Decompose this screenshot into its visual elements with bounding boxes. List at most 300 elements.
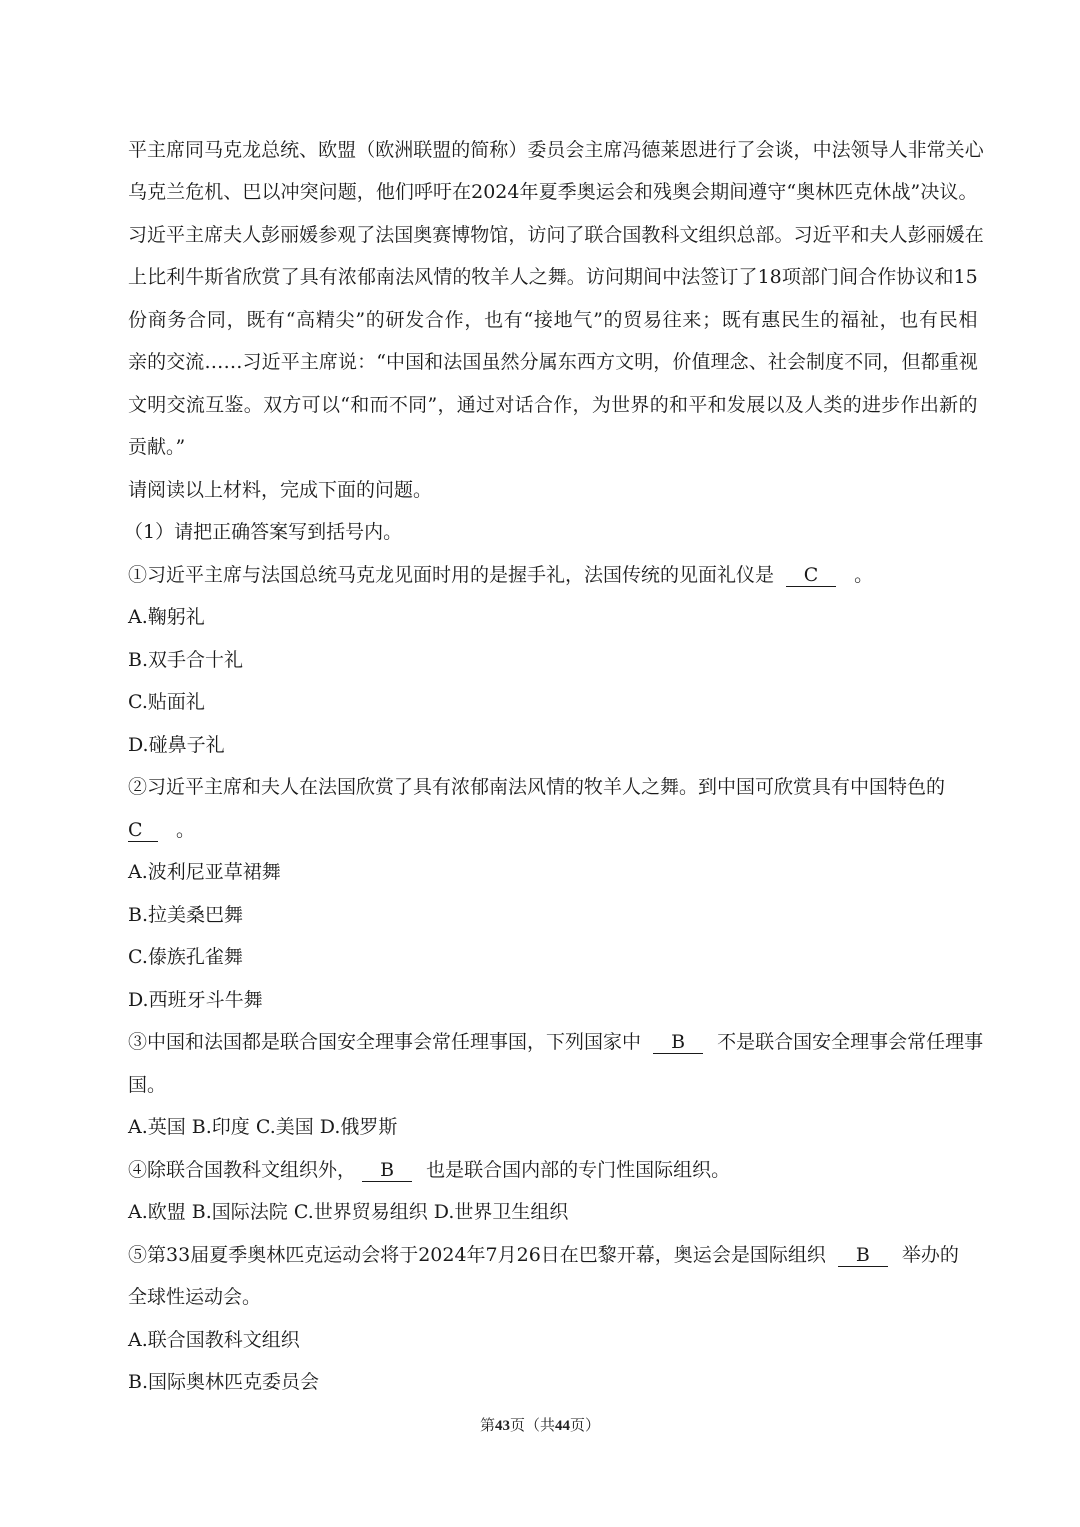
question-text: 习近平主席和夫人在法国欣赏了具有浓郁南法风情的牧羊人之舞。到中国可欣赏具有中国特色的 bbox=[147, 776, 946, 798]
passage-glyph: 冯 bbox=[622, 139, 642, 161]
passage-glyph: 过 bbox=[476, 394, 496, 416]
passage-glyph: 馆 bbox=[489, 224, 509, 246]
question-2 bbox=[128, 775, 978, 799]
passage-glyph: 尖 bbox=[335, 309, 355, 331]
passage-glyph: 以 bbox=[320, 394, 340, 416]
options-inline: A.英国 B.印度 C.美国 D.俄罗斯 bbox=[128, 1116, 398, 1138]
passage-line bbox=[128, 138, 984, 162]
passage-glyph: 而 bbox=[369, 394, 389, 416]
passage-glyph: 法 bbox=[831, 139, 851, 161]
option: A.波利尼亚草裙舞 bbox=[128, 861, 281, 883]
passage-glyph: 主 bbox=[185, 224, 205, 246]
passage-glyph: 心 bbox=[964, 139, 984, 161]
passage-glyph: 席 bbox=[318, 351, 338, 373]
passage-line bbox=[128, 350, 978, 374]
passage-glyph: 交 bbox=[166, 351, 186, 373]
passage-glyph: 制 bbox=[806, 351, 826, 373]
passage-glyph: 林 bbox=[815, 181, 835, 203]
passage-glyph: “ bbox=[376, 351, 386, 373]
passage-glyph: 欧 bbox=[318, 139, 338, 161]
passage-glyph: 地 bbox=[553, 309, 573, 331]
passage-glyph: 贸 bbox=[623, 309, 643, 331]
passage-glyph: 合 bbox=[424, 309, 444, 331]
passage-line bbox=[128, 180, 978, 204]
passage-glyph: ， bbox=[464, 309, 484, 331]
passage-glyph: 念 bbox=[729, 351, 749, 373]
passage-glyph: 问 bbox=[546, 224, 566, 246]
passage-glyph: 参 bbox=[318, 224, 338, 246]
passage-glyph: 谈 bbox=[774, 139, 794, 161]
passage-glyph: 吁 bbox=[433, 181, 453, 203]
passage-glyph: 民 bbox=[938, 309, 958, 331]
passage-glyph: 守 bbox=[767, 181, 787, 203]
question-text-after: 举办的 bbox=[901, 1244, 959, 1266]
passage-glyph: 和 bbox=[633, 181, 653, 203]
passage-glyph: 丽 bbox=[926, 224, 946, 246]
passage-glyph: 同 bbox=[863, 351, 883, 373]
passage-glyph: 文 bbox=[679, 224, 699, 246]
question-number: ⑤ bbox=[128, 1244, 148, 1266]
passage-glyph: 夫 bbox=[869, 224, 889, 246]
passage-glyph: 亲 bbox=[128, 351, 148, 373]
passage-glyph: 的 bbox=[842, 394, 862, 416]
passage-glyph: 具 bbox=[299, 266, 319, 288]
passage-glyph: ； bbox=[702, 309, 722, 331]
passage-glyph: 中 bbox=[662, 266, 682, 288]
instruction-text: 请阅读以上材料，完成下面的问题。 bbox=[128, 479, 433, 501]
passage-glyph: 观 bbox=[337, 224, 357, 246]
passage-glyph: 重 bbox=[939, 351, 959, 373]
passage-glyph: 值 bbox=[691, 351, 711, 373]
passage-glyph: 关 bbox=[945, 139, 965, 161]
passage-glyph: 社 bbox=[767, 351, 787, 373]
passage-glyph: 情 bbox=[433, 266, 453, 288]
passage-glyph: 人 bbox=[509, 266, 529, 288]
passage-glyph: 题 bbox=[337, 181, 357, 203]
passage-glyph: 签 bbox=[700, 266, 720, 288]
passage-glyph: 惠 bbox=[761, 309, 781, 331]
passage-glyph: 易 bbox=[642, 309, 662, 331]
passage-glyph: 的 bbox=[603, 309, 623, 331]
passage-glyph: 的 bbox=[147, 351, 167, 373]
passage-glyph: 之 bbox=[528, 266, 548, 288]
passage-glyph: 领 bbox=[850, 139, 870, 161]
passage-glyph: 联 bbox=[584, 224, 604, 246]
passage-glyph: 遵 bbox=[748, 181, 768, 203]
passage-glyph: 合 bbox=[603, 224, 623, 246]
question-3-wrap: 国。 bbox=[128, 1074, 167, 1096]
question-number: ③ bbox=[128, 1031, 148, 1053]
passage-glyph: 分 bbox=[519, 351, 539, 373]
passage-glyph: 但 bbox=[901, 351, 921, 373]
passage-glyph: 兰 bbox=[166, 181, 186, 203]
passage-glyph: 东 bbox=[557, 351, 577, 373]
passage-glyph: 媛 bbox=[299, 224, 319, 246]
passage-glyph: （ bbox=[356, 139, 376, 161]
passage-glyph: 然 bbox=[500, 351, 520, 373]
passage-glyph: 的 bbox=[452, 266, 472, 288]
footer-suffix: 页） bbox=[570, 1416, 601, 1434]
passage-glyph: 步 bbox=[881, 394, 901, 416]
passage-glyph: 议 bbox=[939, 181, 959, 203]
passage-glyph: 相 bbox=[958, 309, 978, 331]
passage-glyph: 度 bbox=[825, 351, 845, 373]
passage-glyph: 部 bbox=[755, 224, 775, 246]
passage-glyph: ” bbox=[593, 309, 603, 331]
passage-glyph: 作 bbox=[900, 394, 920, 416]
passage-glyph: 平 bbox=[688, 394, 708, 416]
passage-glyph: 进 bbox=[861, 394, 881, 416]
footer-middle: 页（共 bbox=[509, 1416, 555, 1434]
passage-glyph: 会 bbox=[786, 351, 806, 373]
answer-blank: C bbox=[128, 819, 158, 842]
passage-glyph: 民 bbox=[780, 309, 800, 331]
passage-glyph: 会 bbox=[565, 139, 585, 161]
question-4 bbox=[128, 1158, 978, 1182]
answer-blank: B bbox=[838, 1244, 888, 1267]
passage-glyph: 同 bbox=[185, 139, 205, 161]
passage-glyph: 和 bbox=[850, 224, 870, 246]
passage-glyph: 巴 bbox=[242, 181, 262, 203]
passage-glyph: 人 bbox=[888, 139, 908, 161]
passage-glyph: 。 bbox=[566, 266, 586, 288]
passage-glyph: 气 bbox=[573, 309, 593, 331]
passage-glyph: 羊 bbox=[490, 266, 510, 288]
passage-glyph: 省 bbox=[223, 266, 243, 288]
passage-glyph: 物 bbox=[470, 224, 490, 246]
passage-glyph: 牛 bbox=[185, 266, 205, 288]
passage-glyph: 理 bbox=[710, 351, 730, 373]
passage-glyph: 运 bbox=[595, 181, 615, 203]
passage-glyph: 盟 bbox=[337, 139, 357, 161]
passage-glyph: 明 bbox=[634, 351, 654, 373]
passage-glyph: 奥 bbox=[672, 181, 692, 203]
passage-glyph: 他 bbox=[375, 181, 395, 203]
question-3 bbox=[128, 1030, 984, 1054]
question-text-after: 也是联合国内部的专门性国际组织。 bbox=[426, 1159, 731, 1181]
passage-glyph: 同 bbox=[206, 309, 226, 331]
passage-glyph: 利 bbox=[166, 266, 186, 288]
passage-glyph: 为 bbox=[591, 394, 611, 416]
passage-line bbox=[128, 308, 978, 332]
passage-glyph: 科 bbox=[660, 224, 680, 246]
passage-glyph: 会 bbox=[691, 181, 711, 203]
passage-glyph: 牧 bbox=[471, 266, 491, 288]
passage-glyph: 高 bbox=[296, 309, 316, 331]
passage-glyph: 界 bbox=[630, 394, 650, 416]
passage-glyph: 和 bbox=[934, 266, 954, 288]
passage-glyph: 份 bbox=[128, 309, 148, 331]
passage-glyph: 欧 bbox=[375, 139, 395, 161]
passage-glyph: 15 bbox=[953, 266, 978, 288]
passage-glyph: 文 bbox=[615, 351, 635, 373]
passage-glyph: 互 bbox=[205, 394, 225, 416]
passage-glyph: 作 bbox=[444, 309, 464, 331]
passage-glyph: 项 bbox=[781, 266, 801, 288]
passage-glyph: 西 bbox=[576, 351, 596, 373]
passage-glyph: 的 bbox=[649, 394, 669, 416]
passage-glyph: 休 bbox=[872, 181, 892, 203]
passage-glyph: 舞 bbox=[547, 266, 567, 288]
passage-glyph: 有 bbox=[919, 309, 939, 331]
passage-glyph: 了 bbox=[565, 224, 585, 246]
passage-glyph: ， bbox=[879, 309, 899, 331]
passage-glyph: 往 bbox=[662, 309, 682, 331]
passage-glyph: 方 bbox=[596, 351, 616, 373]
passage-glyph: 危 bbox=[185, 181, 205, 203]
passage-glyph: 流 bbox=[185, 351, 205, 373]
passage-glyph: 和 bbox=[424, 351, 444, 373]
passage-glyph: 了 bbox=[280, 266, 300, 288]
passage-glyph: 在 bbox=[964, 224, 984, 246]
passage-glyph: 马 bbox=[204, 139, 224, 161]
passage-glyph: ， bbox=[572, 394, 592, 416]
passage-glyph: 风 bbox=[414, 266, 434, 288]
passage-glyph: 人 bbox=[242, 224, 262, 246]
passage-glyph: 也 bbox=[899, 309, 919, 331]
passage-glyph: 主 bbox=[584, 139, 604, 161]
option: B.国际奥林匹克委员会 bbox=[128, 1371, 320, 1393]
passage-glyph: 近 bbox=[261, 351, 281, 373]
passage-glyph: 克 bbox=[853, 181, 873, 203]
passage-glyph: 双 bbox=[263, 394, 283, 416]
passage-glyph: 导 bbox=[869, 139, 889, 161]
page-footer bbox=[0, 1414, 1080, 1435]
passage-glyph: 合 bbox=[533, 394, 553, 416]
passage-glyph: 总 bbox=[261, 139, 281, 161]
passage-glyph: 了 bbox=[736, 139, 756, 161]
passage-line bbox=[128, 265, 978, 289]
passage-glyph: 订 bbox=[719, 266, 739, 288]
passage-glyph: 彭 bbox=[261, 224, 281, 246]
passage-glyph: 南 bbox=[376, 266, 396, 288]
passage-glyph: 习 bbox=[793, 224, 813, 246]
passage-glyph: 方 bbox=[282, 394, 302, 416]
passage-glyph: 和 bbox=[669, 394, 689, 416]
part1-heading: （1）请把正确答案写到括号内。 bbox=[124, 521, 403, 543]
passage-glyph: “ bbox=[340, 394, 350, 416]
option: D.西班牙斗牛舞 bbox=[128, 989, 263, 1011]
passage-glyph: 织 bbox=[717, 224, 737, 246]
answer-blank: B bbox=[362, 1159, 412, 1182]
passage-glyph: 国 bbox=[622, 224, 642, 246]
passage-glyph: 同 bbox=[408, 394, 428, 416]
passage-glyph: 盟 bbox=[432, 139, 452, 161]
passage-glyph: 可 bbox=[301, 394, 321, 416]
passage-glyph: 流 bbox=[185, 394, 205, 416]
passage-glyph: 中 bbox=[812, 139, 832, 161]
passage-glyph: 浓 bbox=[337, 266, 357, 288]
passage-glyph: 媛 bbox=[945, 224, 965, 246]
passage-glyph: 明 bbox=[147, 394, 167, 416]
passage-glyph: 平 bbox=[166, 224, 186, 246]
passage-glyph: 发 bbox=[726, 394, 746, 416]
passage-glyph: 务 bbox=[167, 309, 187, 331]
passage-glyph: 、 bbox=[748, 351, 768, 373]
passage-glyph: 法 bbox=[681, 266, 701, 288]
footer-prefix: 第 bbox=[479, 1416, 495, 1434]
option: B.拉美桑巴舞 bbox=[128, 904, 244, 926]
passage-glyph: 统 bbox=[280, 139, 300, 161]
passage-glyph: 席 bbox=[603, 139, 623, 161]
passage-glyph: 以 bbox=[765, 394, 785, 416]
passage-glyph: 行 bbox=[717, 139, 737, 161]
passage-glyph: 问 bbox=[318, 181, 338, 203]
passage-glyph: ， bbox=[793, 139, 813, 161]
passage-glyph: 。 bbox=[958, 181, 978, 203]
passage-glyph: 的 bbox=[820, 309, 840, 331]
passage-glyph: “ bbox=[285, 309, 296, 331]
passage-glyph: ， bbox=[226, 309, 246, 331]
passage-glyph: 访 bbox=[527, 224, 547, 246]
option: C.贴面礼 bbox=[128, 691, 205, 713]
passage-glyph: 平 bbox=[280, 351, 300, 373]
passage-glyph: 上 bbox=[128, 266, 148, 288]
passage-line: 贡献。” bbox=[128, 436, 186, 458]
passage-glyph: 问 bbox=[604, 266, 624, 288]
option: B.双手合十礼 bbox=[128, 649, 244, 671]
passage-glyph: 常 bbox=[926, 139, 946, 161]
passage-glyph: 恩 bbox=[679, 139, 699, 161]
passage-glyph: 精 bbox=[315, 309, 335, 331]
passage-glyph: 在 bbox=[452, 181, 472, 203]
passage-glyph: 年 bbox=[519, 181, 539, 203]
passage-glyph: 了 bbox=[356, 224, 376, 246]
passage-glyph: 有 bbox=[741, 309, 761, 331]
passage-glyph: 会 bbox=[614, 181, 634, 203]
passage-glyph: 间 bbox=[643, 266, 663, 288]
passage-glyph: 都 bbox=[920, 351, 940, 373]
passage-glyph: 席 bbox=[204, 224, 224, 246]
passage-glyph: 教 bbox=[641, 224, 661, 246]
passage-glyph: 的 bbox=[451, 139, 471, 161]
passage-glyph: 奥 bbox=[796, 181, 816, 203]
passage-glyph: 。 bbox=[243, 394, 263, 416]
passage-glyph: 彭 bbox=[907, 224, 927, 246]
passage-glyph: 法 bbox=[375, 224, 395, 246]
question-number: ② bbox=[128, 776, 148, 798]
passage-glyph: 员 bbox=[546, 139, 566, 161]
passage-glyph: 主 bbox=[299, 351, 319, 373]
passage-glyph: 国 bbox=[462, 351, 482, 373]
passage-glyph: 有 bbox=[503, 309, 523, 331]
passage-glyph: 商 bbox=[147, 309, 167, 331]
passage-glyph: 对 bbox=[495, 394, 515, 416]
question-text: 第33届夏季奥林匹克运动会将于2024年7月26日在巴黎开幕，奥运会是国际组织 bbox=[147, 1244, 826, 1266]
passage-glyph: 访 bbox=[585, 266, 605, 288]
passage-glyph: 决 bbox=[920, 181, 940, 203]
passage-glyph: 委 bbox=[527, 139, 547, 161]
passage-glyph: 生 bbox=[800, 309, 820, 331]
passage-glyph: 机 bbox=[204, 181, 224, 203]
passage-glyph: 部 bbox=[800, 266, 820, 288]
passage-glyph: 们 bbox=[394, 181, 414, 203]
passage-glyph: 的 bbox=[958, 394, 978, 416]
passage-glyph: 属 bbox=[538, 351, 558, 373]
passage-glyph: 郁 bbox=[356, 266, 376, 288]
passage-glyph: ， bbox=[437, 394, 457, 416]
passage-glyph: 研 bbox=[385, 309, 405, 331]
question-2-wrap bbox=[128, 818, 978, 842]
passage-glyph: 平 bbox=[128, 139, 148, 161]
passage-glyph: ， bbox=[882, 351, 902, 373]
passage-glyph: ” bbox=[427, 394, 438, 416]
passage-glyph: 联 bbox=[413, 139, 433, 161]
passage-glyph: 称 bbox=[489, 139, 509, 161]
question-end: 。 bbox=[176, 819, 196, 841]
passage-glyph: 的 bbox=[365, 309, 385, 331]
passage-glyph: … bbox=[204, 351, 224, 373]
passage-glyph: 间 bbox=[729, 181, 749, 203]
passage-glyph: 克 bbox=[147, 181, 167, 203]
passage-glyph: 法 bbox=[395, 266, 415, 288]
option: D.碰鼻子礼 bbox=[128, 734, 225, 756]
passage-glyph: 话 bbox=[514, 394, 534, 416]
passage-glyph: 接 bbox=[533, 309, 553, 331]
passage-glyph: 和 bbox=[350, 394, 370, 416]
passage-glyph: 。 bbox=[774, 224, 794, 246]
passage-glyph: 既 bbox=[721, 309, 741, 331]
passage-glyph: 国 bbox=[394, 224, 414, 246]
question-5 bbox=[128, 1243, 978, 1267]
passage-glyph: 、 bbox=[299, 139, 319, 161]
passage-glyph: 主 bbox=[147, 139, 167, 161]
passage-glyph: 期 bbox=[624, 266, 644, 288]
passage-glyph: 合 bbox=[858, 266, 878, 288]
question-number: ① bbox=[128, 564, 148, 586]
passage-glyph: 乌 bbox=[128, 181, 148, 203]
question-5-wrap: 全球性运动会。 bbox=[128, 1286, 262, 1308]
passage-glyph: 18 bbox=[757, 266, 782, 288]
passage-glyph: 中 bbox=[385, 351, 405, 373]
passage-glyph: 福 bbox=[840, 309, 860, 331]
passage-glyph: ） bbox=[508, 139, 528, 161]
passage-glyph: 了 bbox=[738, 266, 758, 288]
passage-glyph: ， bbox=[653, 351, 673, 373]
passage-glyph: 总 bbox=[736, 224, 756, 246]
passage-glyph: 不 bbox=[388, 394, 408, 416]
option: C.傣族孔雀舞 bbox=[128, 946, 243, 968]
passage-glyph: 斯 bbox=[204, 266, 224, 288]
passage-glyph: 出 bbox=[919, 394, 939, 416]
passage-glyph: 类 bbox=[823, 394, 843, 416]
passage-glyph: 比 bbox=[147, 266, 167, 288]
passage-glyph: 也 bbox=[484, 309, 504, 331]
passage-glyph: 赛 bbox=[432, 224, 452, 246]
passage-glyph: 夫 bbox=[223, 224, 243, 246]
passage-glyph: 以 bbox=[261, 181, 281, 203]
passage-glyph: 说 bbox=[338, 351, 358, 373]
passage-glyph: 残 bbox=[652, 181, 672, 203]
passage-glyph: 欣 bbox=[242, 266, 262, 288]
passage-glyph: “ bbox=[523, 309, 534, 331]
passage-glyph: 博 bbox=[451, 224, 471, 246]
passage-glyph: 丽 bbox=[280, 224, 300, 246]
passage-glyph: 2024 bbox=[471, 181, 520, 203]
passage-glyph: 发 bbox=[405, 309, 425, 331]
passage-glyph: 文 bbox=[128, 394, 148, 416]
answer-blank: B bbox=[653, 1031, 703, 1054]
passage-glyph: 间 bbox=[839, 266, 859, 288]
passage-line bbox=[128, 223, 984, 247]
passage-glyph: 平 bbox=[831, 224, 851, 246]
passage-glyph: 祉 bbox=[859, 309, 879, 331]
passage-glyph: 战 bbox=[891, 181, 911, 203]
passage-glyph: 奥 bbox=[413, 224, 433, 246]
passage-glyph: 冲 bbox=[280, 181, 300, 203]
passage-glyph: 简 bbox=[470, 139, 490, 161]
passage-glyph: 人 bbox=[804, 394, 824, 416]
